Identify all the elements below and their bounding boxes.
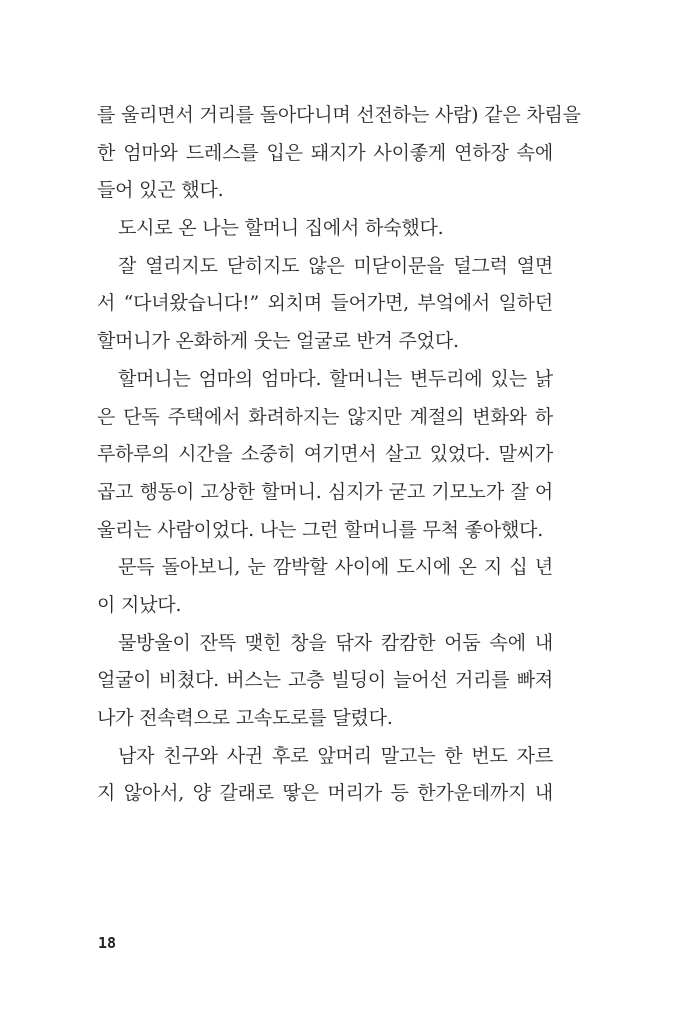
text-line: 한 엄마와 드레스를 입은 돼지가 사이좋게 연하장 속에 [97,141,553,164]
text-line: 도시로 온 나는 할머니 집에서 하숙했다. [118,217,444,240]
text-line: 들어 있곤 했다. [97,179,224,202]
text-line: 남자 친구와 사귄 후로 앞머리 말고는 한 번도 자르 [118,744,553,767]
text-line: 를 울리면서 거리를 돌아다니며 선전하는 사람) 같은 차림을 [97,104,581,126]
body-text [97,97,581,813]
text-line: 할머니는 엄마의 엄마다. 할머니는 변두리에 있는 낡 [118,367,553,390]
text-line: 잘 열리지도 닫히지도 않은 미닫이문을 덜그럭 열면 [118,254,553,277]
text-line: 할머니가 온화하게 웃는 얼굴로 반겨 주었다. [97,330,459,353]
text-line: 물방울이 잔뜩 맺힌 창을 닦자 캄캄한 어둠 속에 내 [118,631,553,654]
page-number: 18 [98,934,117,952]
text-line: 문득 돌아보니, 눈 깜박할 사이에 도시에 온 지 십 년 [118,556,553,579]
text-line: 서 “다녀왔습니다!” 외치며 들어가면, 부엌에서 일하던 [97,292,553,315]
text-line: 루하루의 시간을 소중히 여기면서 살고 있었다. 말씨가 [97,443,553,466]
text-line: 은 단독 주택에서 화려하지는 않지만 계절의 변화와 하 [97,405,553,428]
text-line: 곱고 행동이 고상한 할머니. 심지가 굳고 기모노가 잘 어 [97,480,553,503]
text-line: 울리는 사람이었다. 나는 그런 할머니를 무척 좋아했다. [97,518,544,541]
text-line: 나가 전속력으로 고속도로를 달렸다. [97,707,393,729]
text-line: 지 않아서, 양 갈래로 땋은 머리가 등 한가운데까지 내 [97,782,553,805]
text-line: 이 지났다. [97,593,182,616]
text-line: 얼굴이 비쳤다. 버스는 고층 빌딩이 늘어선 거리를 빠져 [97,669,553,692]
